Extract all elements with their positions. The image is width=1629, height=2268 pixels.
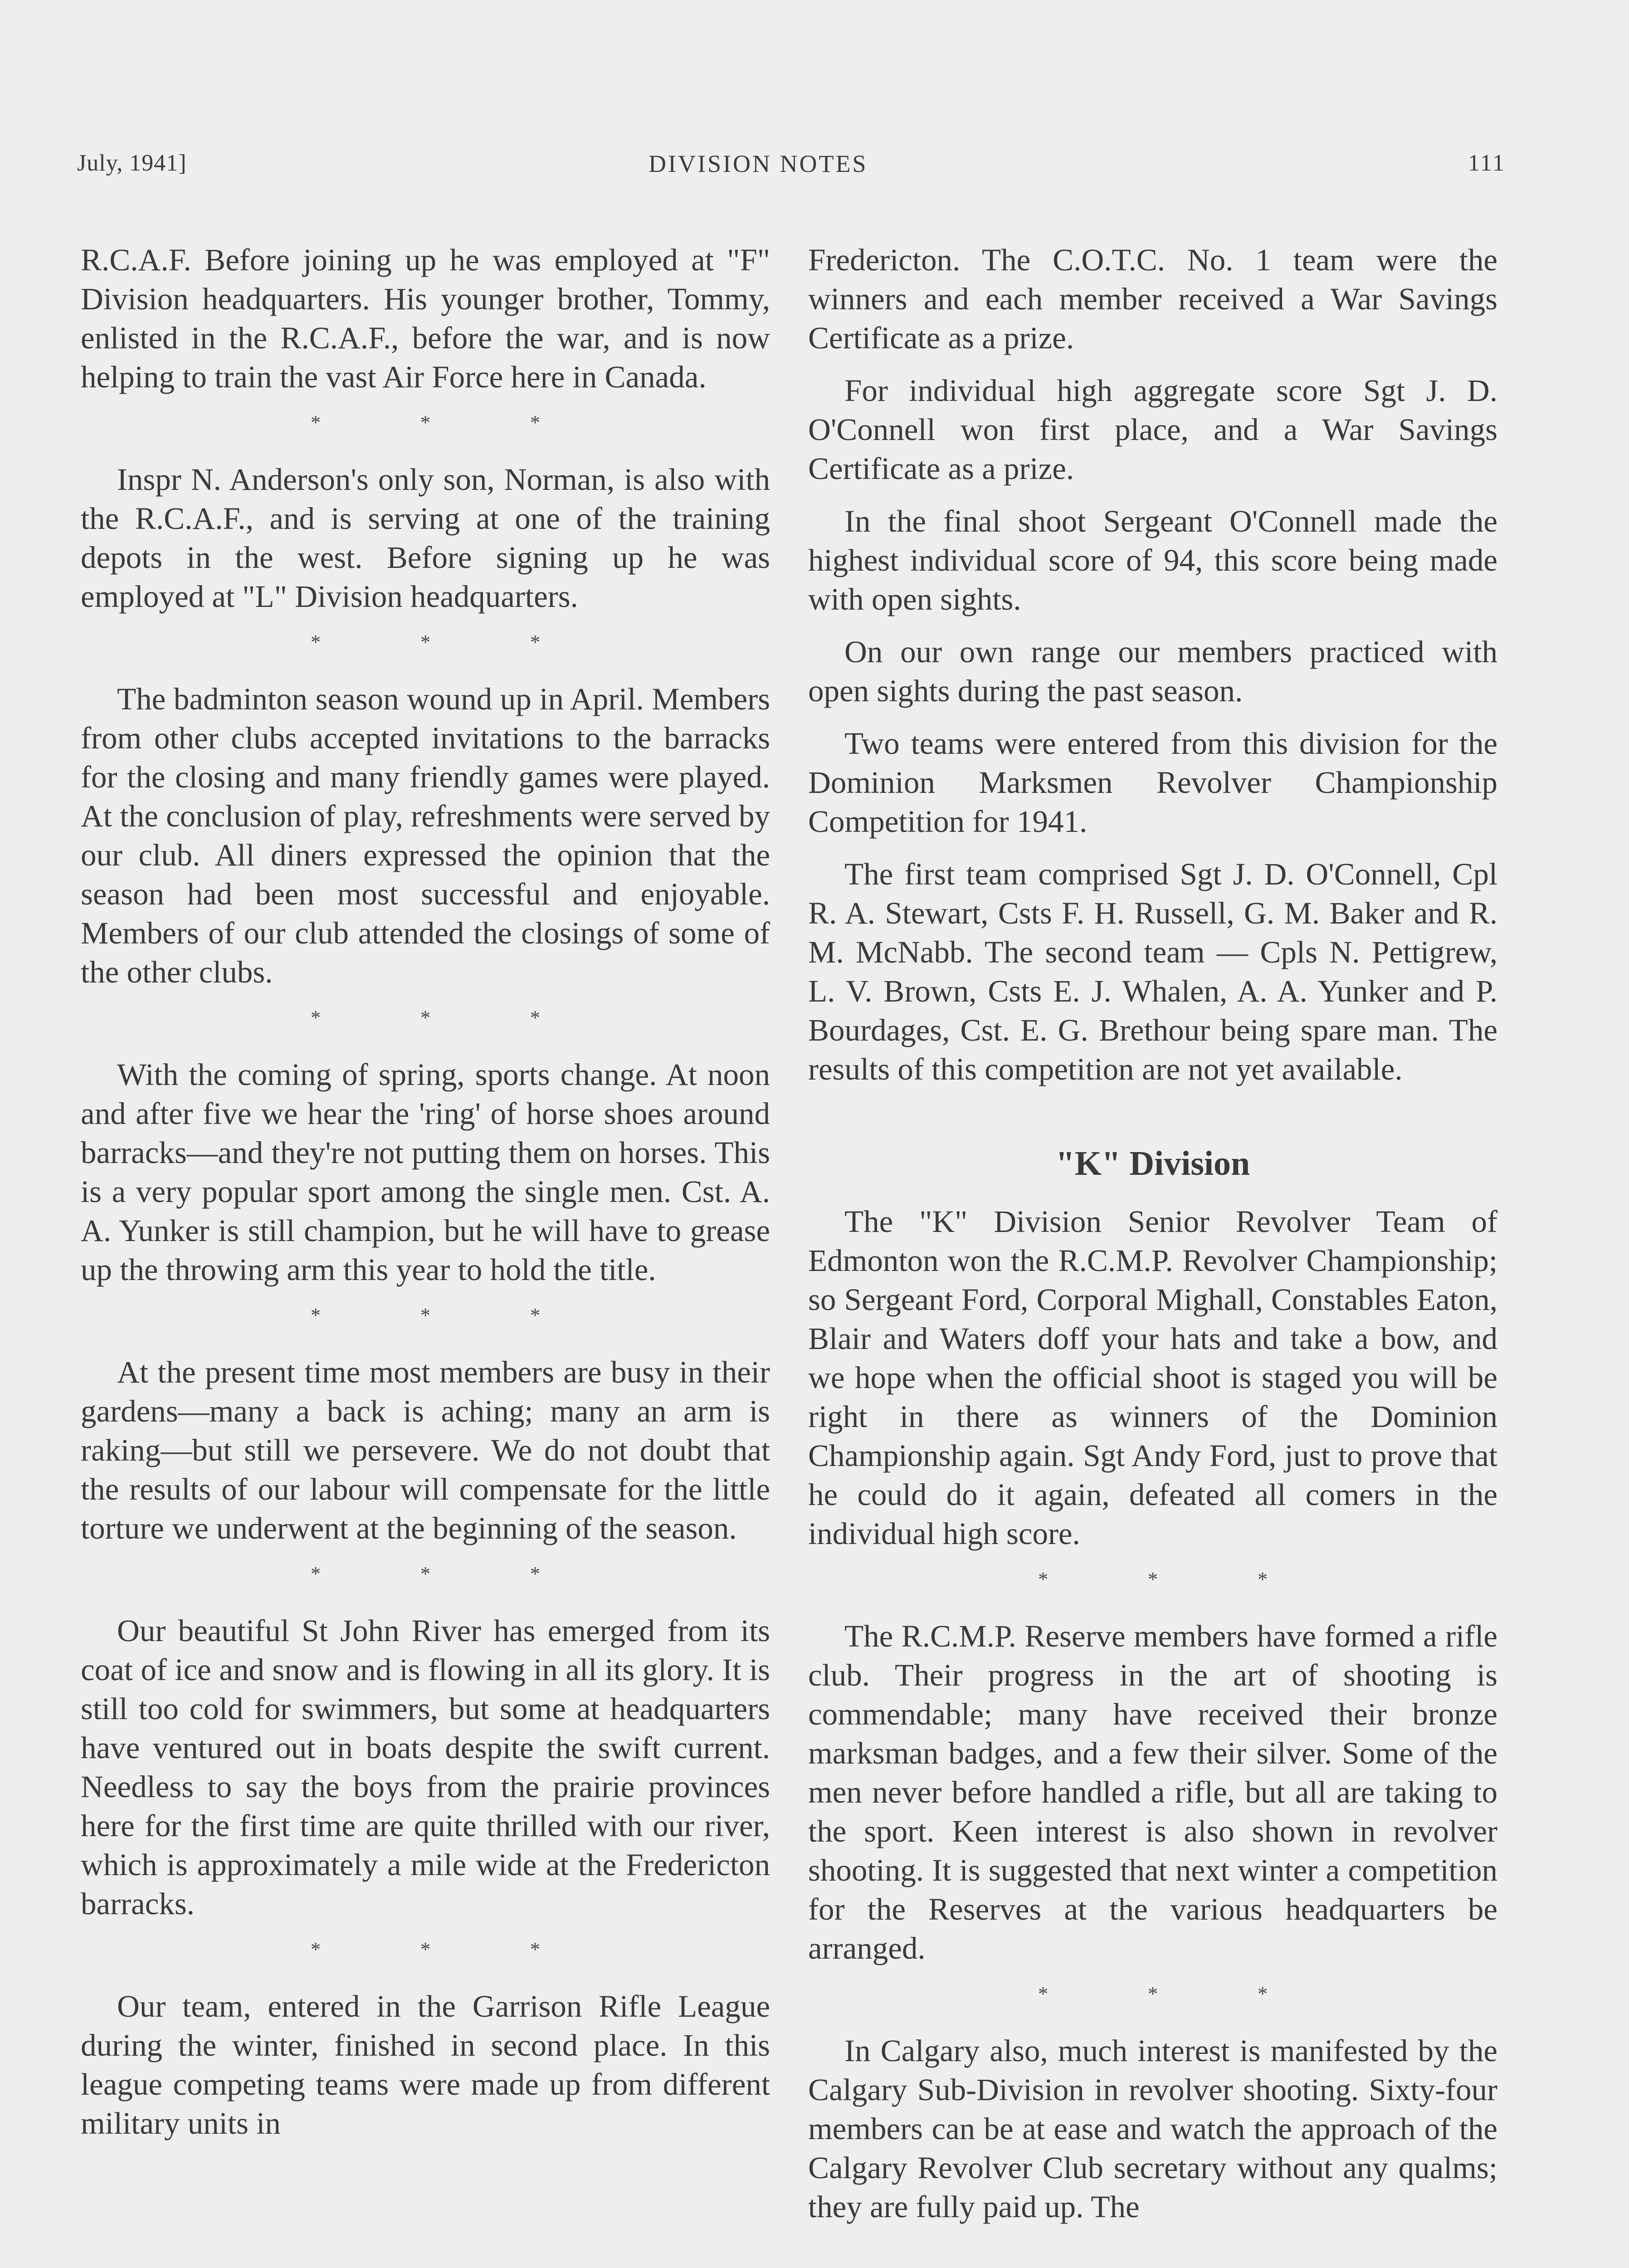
paragraph: In the final shoot Sergeant O'Connell made the highest individual score of 94, this score being made with open sights. [808, 504, 1497, 616]
paragraph: R.C.A.F. Before joining up he was employed at "F" Division headquarters. His younger brother, Tommy, enlisted in the R.C.A.F., before the war, and is now helping to train the vast Air Force here in Canada. [81, 243, 770, 394]
section-title: DIVISION NOTES [649, 150, 868, 177]
running-head [77, 150, 1506, 186]
separator: *** [311, 1304, 640, 1326]
paragraph: Inspr N. Anderson's only son, Norman, is also with the R.C.A.F., and is serving at one of the training depots in the west. Before signing up he was employed at "L" Division headquarters. [81, 462, 770, 614]
paragraph: The badminton season wound up in April. Members from other clubs accepted invitations to the barracks for the closing and many friendly games were played. At the conclusion of play, refreshments were served by our club. All diners expressed the opinion that the season had been most successful and enjoyable. Members of our club attended the closings of some of the other clubs. [81, 682, 770, 989]
paragraph: The first team comprised Sgt J. D. O'Connell, Cpl R. A. Stewart, Csts F. H. Russell, G. M. Baker and R. M. McNabb. The second team — Cpls N. Pettigrew, L. V. Brown, Csts E. J. Whalen, A. A. Yunker and P. Bourdages, Cst. E. G. Brethour being spare man. The results of this competition are not yet available. [808, 857, 1497, 1086]
paragraph: In Calgary also, much interest is manifested by the Calgary Sub-Division in revolver shooting. Sixty-four members can be at ease and watch the approach of the Calgary Revolver Club secretary without any qualms; they are fully paid up. The [808, 2033, 1497, 2224]
paragraph: Fredericton. The C.O.T.C. No. 1 team were the winners and each member received a War Savings Certificate as a prize. [808, 243, 1497, 355]
paragraph: The "K" Division Senior Revolver Team of Edmonton won the R.C.M.P. Revolver Championship; so Sergeant Ford, Corporal Mighall, Constables Eaton, Blair and Waters doff your hats and take a bow, and we hope when the official shoot is staged you will be right in there as winners of the Dominion Championship again. Sgt Andy Ford, just to prove that he could do it again, defeated all comers in the individual high score. [808, 1204, 1497, 1551]
separator: *** [311, 1563, 640, 1585]
paragraph: At the present time most members are busy in their gardens—many a back is aching; many an arm is raking—but still we persevere. We do not doubt that the results of our labour will compensate for the little torture we underwent at the beginning of the season. [81, 1355, 770, 1545]
paragraph: With the coming of spring, sports change. At noon and after five we hear the 'ring' of horse shoes around barracks—and they're not putting them on horses. This is a very popular sport among the single men. Cst. A. A. Yunker is still champion, but he will have to grease up the throwing arm this year to hold the title. [81, 1057, 770, 1287]
separator: *** [311, 1938, 640, 1960]
paragraph: Our team, entered in the Garrison Rifle League during the winter, finished in second place. In this league competing teams were made up from different military units in [81, 1989, 770, 2141]
page-number: 111 [1468, 150, 1506, 176]
paragraph: For individual high aggregate score Sgt J. D. O'Connell won first place, and a War Savings Certificate as a prize. [808, 373, 1497, 486]
separator: *** [311, 631, 640, 653]
paragraph: The R.C.M.P. Reserve members have formed a rifle club. Their progress in the art of shooting is commendable; many have received their bronze marksman badges, and a few their silver. Some of the men never before handled a rifle, but all are taking to the sport. Keen interest is also shown in revolver shooting. It is suggested that next winter a competition for the Reserves at the various headquarters be arranged. [808, 1619, 1497, 1965]
left-column [81, 240, 770, 2143]
separator: *** [311, 1007, 640, 1029]
separator: *** [1038, 1983, 1367, 2005]
separator: *** [1038, 1568, 1367, 1590]
paragraph: Two teams were entered from this division for the Dominion Marksmen Revolver Championship Competition for 1941. [808, 726, 1497, 839]
paragraph: On our own range our members practiced with open sights during the past season. [808, 635, 1497, 708]
right-column [808, 240, 1497, 2226]
section-heading: "K" Division [1055, 1144, 1250, 1183]
issue-date: July, 1941] [77, 150, 187, 176]
separator: *** [311, 411, 640, 434]
paragraph: Our beautiful St John River has emerged from its coat of ice and snow and is flowing in all its glory. It is still too cold for swimmers, but some at headquarters have ventured out in boats despite the swift current. Needless to say the boys from the prairie provinces here for the first time are quite thrilled with our river, which is approximately a mile wide at the Fredericton barracks. [81, 1613, 770, 1921]
